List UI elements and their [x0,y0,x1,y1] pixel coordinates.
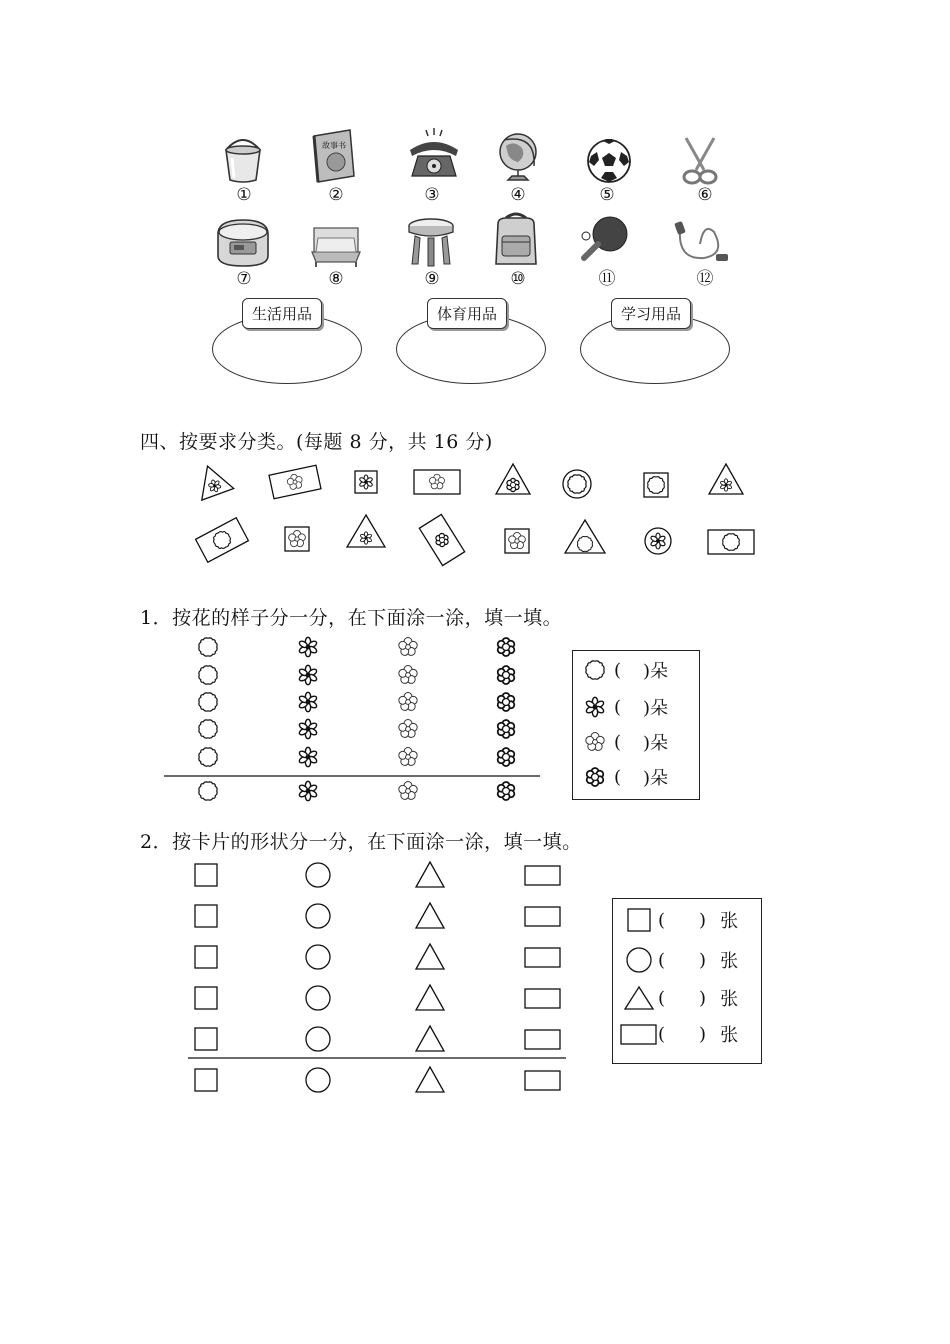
flower-c-icon [584,731,606,753]
flower-b-cell[interactable] [298,747,317,766]
card-triangle [565,520,605,553]
flower-a-cell[interactable] [199,748,217,766]
ping-pong-paddle-icon [576,214,632,264]
flower-c-cell[interactable] [398,666,418,685]
circle-cell[interactable] [306,863,330,887]
card-row-2 [180,510,780,570]
rectangle-cell[interactable] [525,1030,560,1049]
triangle-cell[interactable] [416,1026,444,1051]
square-cell[interactable] [195,946,217,968]
flower-b-icon [584,696,606,718]
shape-legend-row [626,907,738,933]
square-cell[interactable] [195,864,217,886]
flower-c-cell[interactable] [398,782,418,801]
paren-close-unit: )朵 [643,661,669,682]
card-rectangle [269,465,321,498]
card-square [355,471,377,493]
flower-d-cell[interactable] [496,782,515,800]
flower-b-cell[interactable] [298,665,317,684]
triangle-cell[interactable] [416,903,444,928]
card-circle [563,470,591,498]
paren-close-unit: )朵 [643,698,669,719]
triangle-cell[interactable] [416,944,444,969]
book-cover-title: 故事书 [322,141,346,150]
paren-open: ( [658,909,666,931]
item-number: ⑤ [599,185,615,205]
card-circle [645,528,671,554]
flower-d-cell[interactable] [496,693,515,711]
item-number: ⑫ [696,269,714,289]
item-number: ⑧ [328,269,344,289]
flower-b-cell[interactable] [298,781,317,800]
card-square [505,529,529,553]
item-number: ⑨ [424,269,440,289]
flower-b-cell[interactable] [298,692,317,711]
triangle-cell[interactable] [416,862,444,887]
rectangle-icon [620,1021,658,1047]
category-label-sports: 体育用品 [427,298,507,329]
flower-a-cell[interactable] [199,638,217,656]
square-icon [626,907,652,933]
square-cell[interactable] [195,1028,217,1050]
square-cell[interactable] [195,905,217,927]
paren-open: ( [658,1023,666,1045]
square-cell[interactable] [195,987,217,1009]
bucket-icon [220,136,266,184]
flower-legend-row [584,729,668,755]
rectangle-cell[interactable] [525,948,560,967]
paren-close: ) [699,1023,707,1045]
paren-close-unit: )朵 [643,768,669,789]
card-triangle [192,460,234,500]
paren-open: ( [614,731,622,753]
soccer-ball-icon [586,138,632,184]
paren-open: ( [658,987,666,1009]
rectangle-cell[interactable] [525,866,560,885]
flower-c-cell[interactable] [398,748,418,767]
card-square [285,527,309,551]
flower-a-cell[interactable] [199,693,217,711]
category-label-daily: 生活用品 [242,298,322,329]
flower-b-cell[interactable] [298,637,317,656]
stool-icon [406,216,456,268]
triangle-cell[interactable] [416,1067,444,1092]
flower-a-cell[interactable] [199,720,217,738]
circle-cell[interactable] [306,1068,330,1092]
unit-label: 张 [720,1025,739,1046]
square-cell[interactable] [195,1069,217,1091]
flower-d-cell[interactable] [496,720,515,738]
flower-a-cell[interactable] [199,782,217,800]
flower-d-icon [584,766,606,788]
card-rectangle [196,518,249,563]
shape-chart[interactable] [180,856,580,1096]
globe-icon [496,130,540,184]
flower-b-cell[interactable] [298,719,317,738]
backpack-icon [492,210,540,268]
flower-chart[interactable] [160,632,550,806]
card-square [644,473,668,497]
paren-open: ( [614,696,622,718]
item-number: ④ [510,185,526,205]
paren-open: ( [614,659,622,681]
paren-close: ) [699,949,707,971]
card-triangle [496,464,530,494]
unit-label: 张 [720,989,739,1010]
shape-legend-row [620,1021,738,1047]
flower-legend-row [584,694,668,720]
card-rectangle [419,514,464,565]
card-row-1 [180,458,780,510]
item-number: ⑩ [510,269,526,289]
item-number: ③ [424,185,440,205]
card-triangle [347,515,385,547]
circle-cell[interactable] [306,904,330,928]
flower-c-cell[interactable] [398,638,418,657]
paren-open: ( [614,766,622,788]
shape-legend-row [626,947,738,973]
item-number: ⑦ [236,269,252,289]
category-label-study: 学习用品 [611,298,691,329]
paren-close: ) [699,909,707,931]
question-2-text: 2．按卡片的形状分一分，在下面涂一涂，填一填。 [140,831,582,853]
rice-cooker-icon [214,216,272,268]
item-number: ① [236,185,252,205]
rectangle-cell[interactable] [525,1071,560,1090]
card-rectangle [414,470,460,494]
shape-legend-row [624,985,738,1011]
rectangle-cell[interactable] [525,907,560,926]
unit-label: 张 [720,951,739,972]
paren-open: ( [658,949,666,971]
unit-label: 张 [720,911,739,932]
telephone-icon [404,128,464,182]
story-book-icon [310,128,358,184]
jump-rope-icon [674,220,728,268]
card-rectangle [708,530,754,554]
scissors-icon [680,136,720,186]
circle-cell[interactable] [306,1027,330,1051]
circle-cell[interactable] [306,986,330,1010]
flower-legend-row [584,764,668,790]
rectangle-cell[interactable] [525,989,560,1008]
paren-close: ) [699,987,707,1009]
flower-d-cell[interactable] [496,666,515,684]
flower-legend-row [584,657,668,683]
item-number: ⑪ [598,269,616,289]
bed-icon [310,222,362,268]
triangle-icon [624,985,654,1011]
triangle-cell[interactable] [416,985,444,1010]
circle-cell[interactable] [306,945,330,969]
flower-d-cell[interactable] [496,748,515,766]
section-4-title: 四、按要求分类。(每题 8 分，共 16 分) [140,431,493,453]
card-triangle [709,464,743,494]
flower-d-cell[interactable] [496,638,515,656]
flower-c-cell[interactable] [398,720,418,739]
item-number: ⑥ [697,185,713,205]
item-number: ② [328,185,344,205]
circle-icon [626,947,652,973]
flower-a-cell[interactable] [199,666,217,684]
paren-close-unit: )朵 [643,733,669,754]
flower-c-cell[interactable] [398,693,418,712]
question-1-text: 1．按花的样子分一分，在下面涂一涂，填一填。 [140,607,563,629]
flower-a-icon [584,659,606,681]
